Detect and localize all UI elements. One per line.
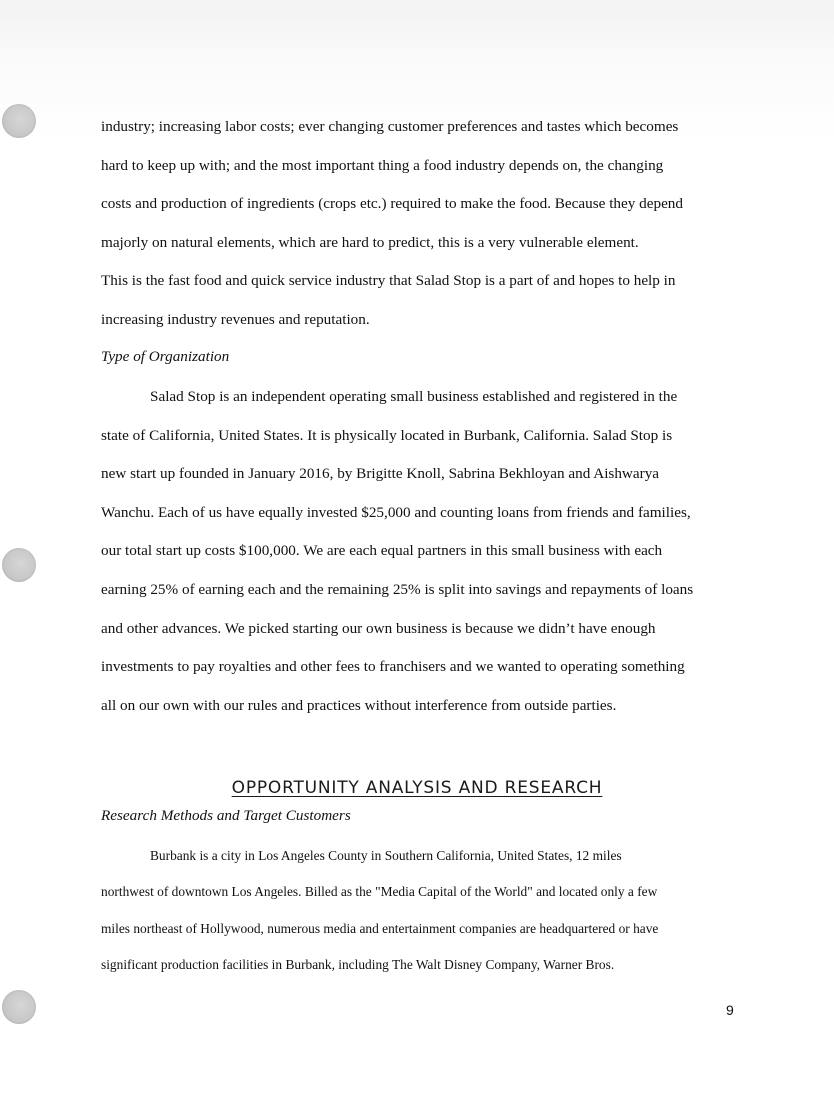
punch-hole-middle bbox=[2, 548, 36, 582]
text-line: This is the fast food and quick service industry that Salad Stop is a part of and hopes to help in bbox=[101, 272, 676, 290]
text-line: Burbank is a city in Los Angeles County in Southern California, United States, 12 miles bbox=[150, 848, 622, 863]
text-line: our total start up costs $100,000. We are each equal partners in this small business with each bbox=[101, 542, 663, 560]
organization-paragraph bbox=[101, 378, 751, 725]
punch-hole-top bbox=[2, 104, 36, 138]
text-line: new start up founded in January 2016, by Brigitte Knoll, Sabrina Bekhloyan and Aishwarya bbox=[101, 465, 660, 483]
industry-paragraph bbox=[101, 108, 751, 340]
punch-hole-bottom bbox=[2, 990, 36, 1024]
text-line: miles northeast of Hollywood, numerous media and entertainment companies are headquartered or have bbox=[101, 920, 659, 936]
subheading-type-of-organization: Type of Organization bbox=[101, 348, 230, 365]
text-line: significant production facilities in Burbank, including The Walt Disney Company, Warner Bros. bbox=[101, 956, 615, 972]
section-title-text: OPPORTUNITY ANALYSIS AND RESEARCH bbox=[231, 778, 603, 798]
text-line: earning 25% of earning each and the remaining 25% is split into savings and repayments of loans bbox=[101, 580, 694, 598]
text-line: hard to keep up with; and the most important thing a food industry depends on, the changing bbox=[101, 156, 664, 174]
text-line: all on our own with our rules and practices without interference from outside parties. bbox=[101, 696, 617, 714]
text-line: industry; increasing labor costs; ever changing customer preferences and tastes which becomes bbox=[101, 118, 679, 135]
page-number: 9 bbox=[726, 1002, 734, 1018]
burbank-paragraph bbox=[101, 838, 751, 983]
text-line: and other advances. We picked starting our own business is because we didn’t have enough bbox=[101, 619, 656, 637]
text-line: Wanchu. Each of us have equally invested $25,000 and counting loans from friends and families, bbox=[101, 503, 691, 521]
text-line: increasing industry revenues and reputation. bbox=[101, 310, 370, 328]
text-line: investments to pay royalties and other fees to franchisers and we wanted to operating something bbox=[101, 658, 685, 676]
text-line: northwest of downtown Los Angeles. Billed as the "Media Capital of the World" and located only a few bbox=[101, 884, 658, 900]
section-title bbox=[0, 778, 834, 798]
text-line: Salad Stop is an independent operating small business established and registered in the bbox=[150, 388, 678, 405]
text-line: state of California, United States. It is physically located in Burbank, California. Salad Stop is bbox=[101, 426, 673, 444]
subheading-research-methods: Research Methods and Target Customers bbox=[101, 807, 351, 824]
text-line: costs and production of ingredients (crops etc.) required to make the food. Because they depend bbox=[101, 195, 683, 213]
text-line: majorly on natural elements, which are hard to predict, this is a very vulnerable element. bbox=[101, 233, 639, 251]
